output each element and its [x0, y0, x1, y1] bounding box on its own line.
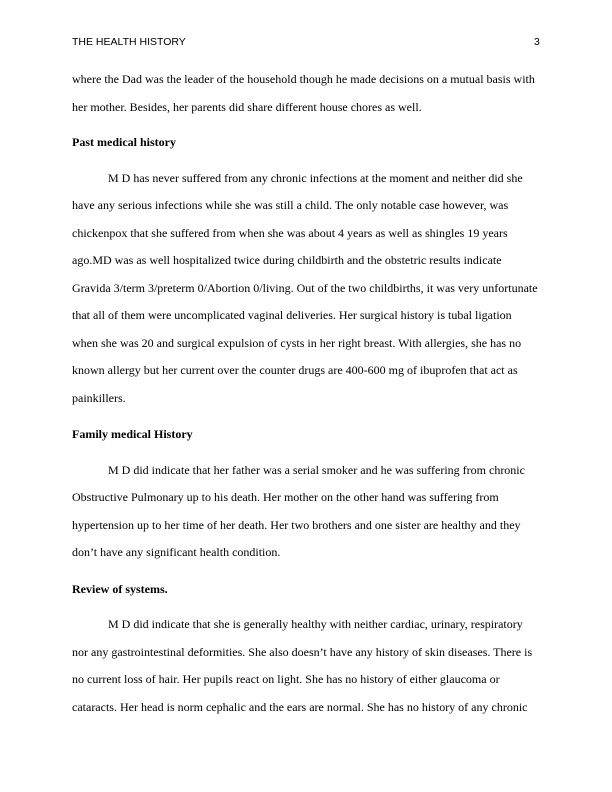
running-header: THE HEALTH HISTORY: [72, 36, 186, 48]
body-line: that all of them were uncomplicated vaginal deliveries. Her surgical history is tubal ligation: [72, 308, 512, 322]
section-heading: Review of systems.: [72, 582, 168, 596]
body-line: chickenpox that she suffered from when she was about 4 years as well as shingles 19 years: [72, 226, 508, 240]
body-line: nor any gastrointestinal deformities. She also doesn’t have any history of skin diseases. There is: [72, 645, 533, 659]
body-line: ago.MD was as well hospitalized twice during childbirth and the obstetric results indicate: [72, 253, 502, 267]
body-line: painkillers.: [72, 391, 126, 405]
body-line: hypertension up to her time of her death. Her two brothers and one sister are healthy and they: [72, 518, 521, 532]
section-heading: Past medical history: [72, 135, 176, 149]
body-line: M D did indicate that she is generally healthy with neither cardiac, urinary, respiratory: [108, 617, 523, 631]
body-line: don’t have any significant health condition.: [72, 545, 281, 559]
body-line: M D did indicate that her father was a serial smoker and he was suffering from chronic: [108, 463, 525, 477]
section-heading: Family medical History: [72, 427, 193, 441]
body-line: no current loss of hair. Her pupils react on light. She has no history of either glaucoma or: [72, 672, 500, 686]
body-line: cataracts. Her head is norm cephalic and the ears are normal. She has no history of any chronic: [72, 700, 528, 714]
body-line: M D has never suffered from any chronic infections at the moment and neither did she: [108, 171, 523, 185]
body-line: Obstructive Pulmonary up to his death. Her mother on the other hand was suffering from: [72, 490, 499, 504]
body-line: Gravida 3/term 3/preterm 0/Abortion 0/living. Out of the two childbirths, it was very unfortunate: [72, 281, 538, 295]
body-line: when she was 20 and surgical expulsion of cysts in her right breast. With allergies, she has no: [72, 336, 522, 350]
body-line: known allergy but her current over the counter drugs are 400-600 mg of ibuprofen that act as: [72, 363, 518, 377]
body-line: have any serious infections while she was still a child. The only notable case however, was: [72, 198, 509, 212]
page-number: 3: [534, 36, 540, 48]
body-line: where the Dad was the leader of the household though he made decisions on a mutual basis with: [72, 72, 535, 86]
body-line: her mother. Besides, her parents did share different house chores as well.: [72, 100, 422, 114]
